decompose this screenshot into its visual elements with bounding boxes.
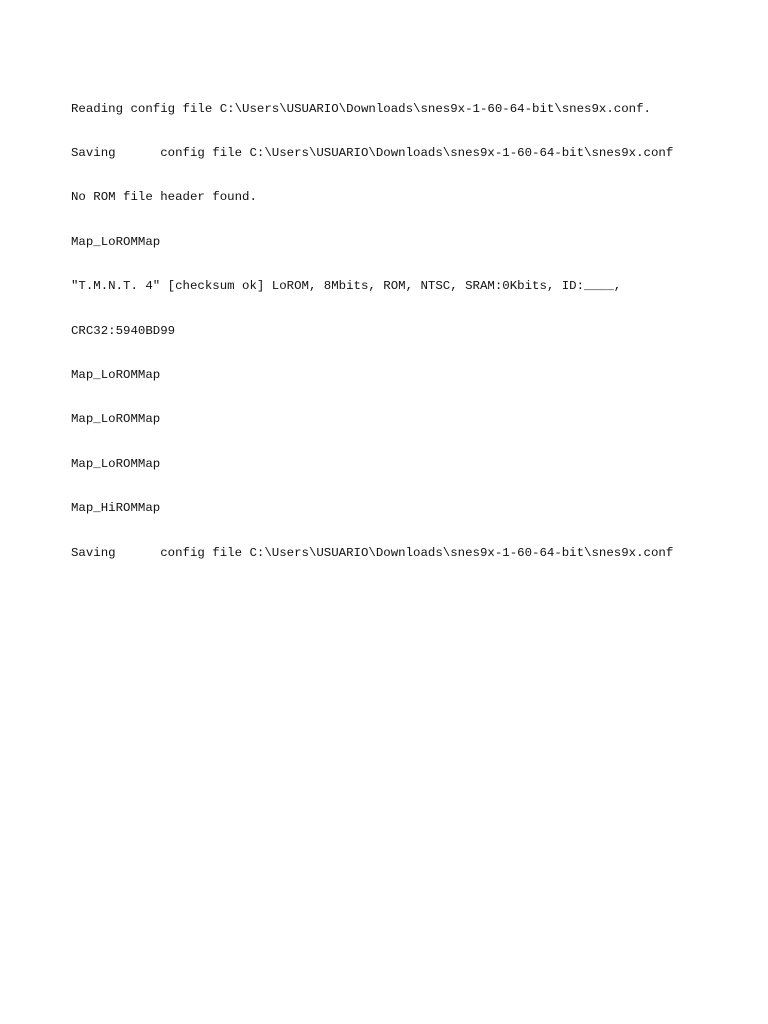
log-line-no-header: No ROM file header found. bbox=[71, 190, 257, 205]
log-line-map: Map_LoROMMap bbox=[71, 456, 161, 471]
log-line-reading-config: Reading config file C:\Users\USUARIO\Downloads\snes9x-1-60-64-bit\snes9x.conf. bbox=[71, 101, 651, 116]
log-line-map: Map_LoROMMap bbox=[71, 234, 161, 249]
log-line-saving-config: Saving config file C:\Users\USUARIO\Downloads\snes9x-1-60-64-bit\snes9x.conf bbox=[71, 145, 674, 160]
log-output bbox=[71, 72, 673, 590]
log-line-crc32: CRC32:5940BD99 bbox=[71, 323, 176, 338]
log-line-saving-config: Saving config file C:\Users\USUARIO\Downloads\snes9x-1-60-64-bit\snes9x.conf bbox=[71, 545, 674, 560]
log-line-map: Map_LoROMMap bbox=[71, 412, 161, 427]
log-line-map: Map_HiROMMap bbox=[71, 501, 161, 516]
log-line-map: Map_LoROMMap bbox=[71, 367, 161, 382]
log-line-rom-info: "T.M.N.T. 4" [checksum ok] LoROM, 8Mbits, ROM, NTSC, SRAM:0Kbits, ID:____, bbox=[71, 279, 622, 294]
